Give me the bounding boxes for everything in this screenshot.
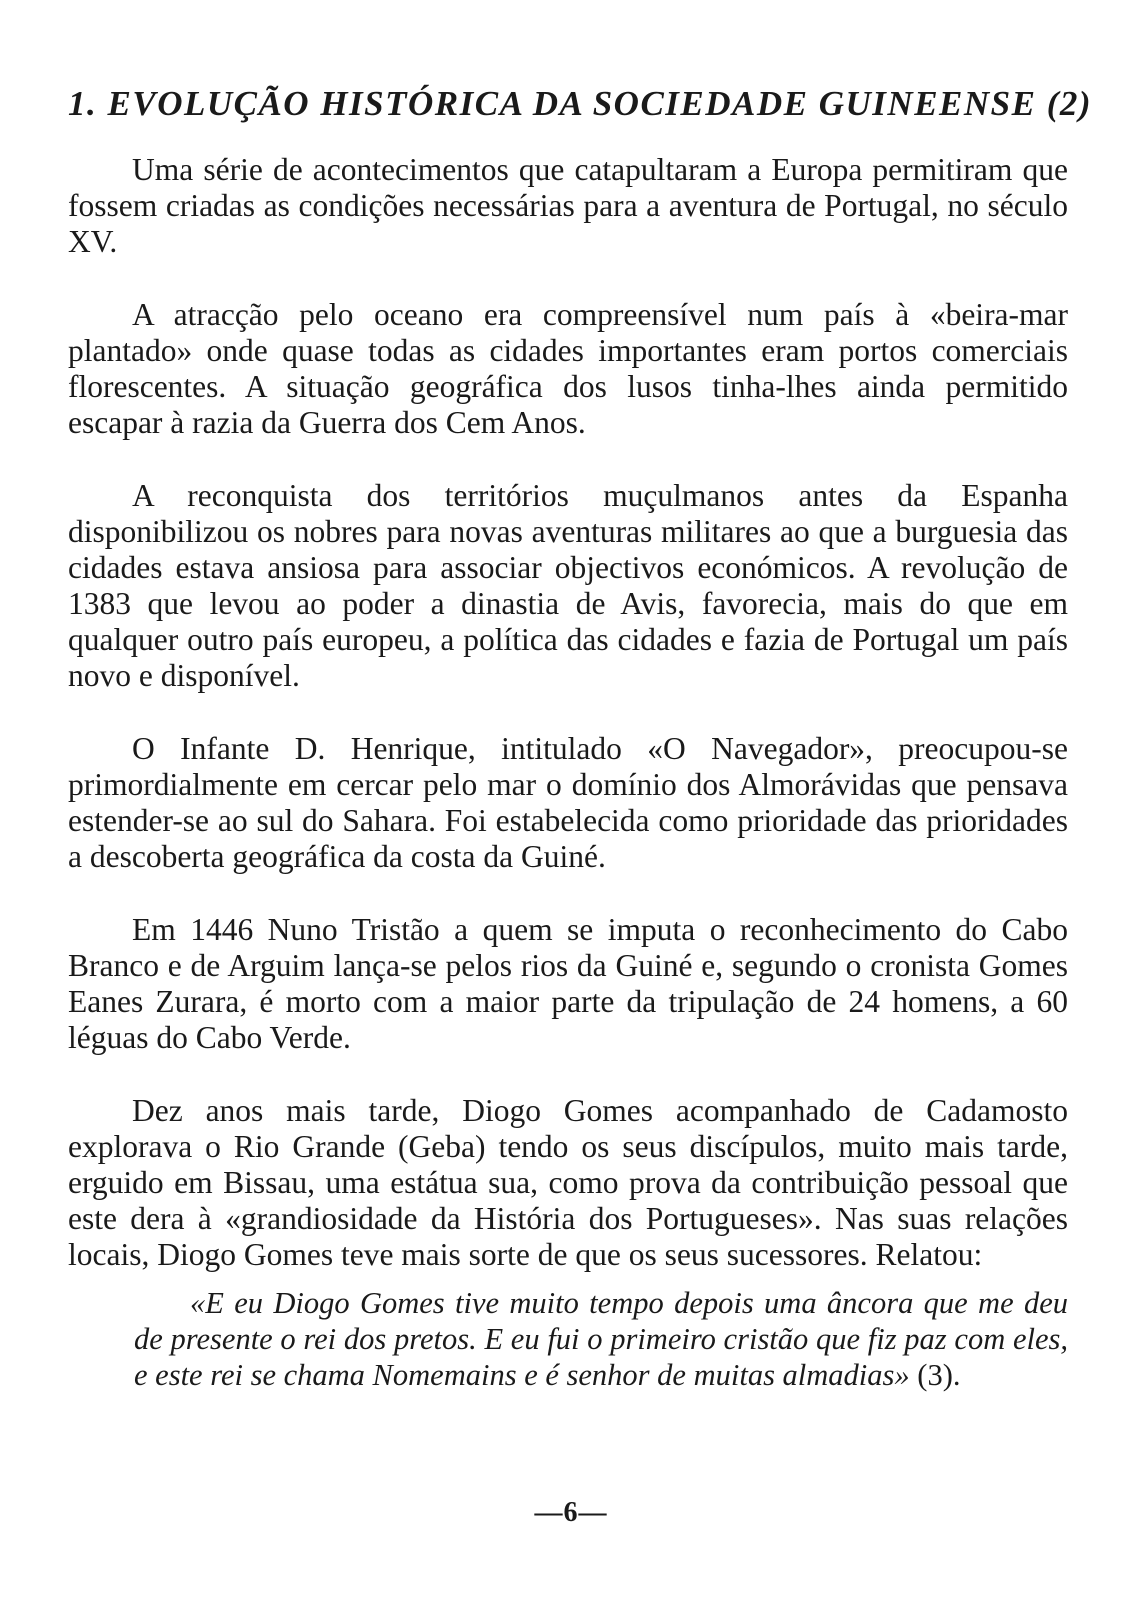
paragraph-4: O Infante D. Henrique, intitulado «O Navegador», preocupou-se primordialmente em cercar pelo mar o domínio dos Almorávidas que pensava estender-se ao sul do Sahara. Foi estabelecida como prioridade das prioridades a descoberta geográfica da costa da Guiné. [68, 731, 1068, 874]
document-page [68, 82, 1093, 1393]
section-heading: 1. EVOLUÇÃO HISTÓRICA DA SOCIEDADE GUINEENSE (2) [68, 84, 1093, 123]
block-quote [134, 1285, 1068, 1393]
paragraph-2: A atracção pelo oceano era compreensível num país à «beira-mar plantado» onde quase todas as cidades importantes eram portos comerciais florescentes. A situação geográfica dos lusos tinha-lhes ainda permitido escapar à razia da Guerra dos Cem Anos. [68, 297, 1068, 440]
quote-reference: (3). [909, 1358, 961, 1392]
quote-text: «E eu Diogo Gomes tive muito tempo depois uma âncora que me deu de presente o rei dos pretos. E eu fui o primeiro cristão que fiz paz com eles, e este rei se chama Nomemains e é senhor de muitas almadias» [134, 1286, 1068, 1392]
paragraph-6: Dez anos mais tarde, Diogo Gomes acompanhado de Cadamosto explorava o Rio Grande (Geba) tendo os seus discípulos, muito mais tarde, erguido em Bissau, uma estátua sua, como prova da contribuição pessoal que este dera à «grandiosidade da História dos Portugueses». Nas suas relações locais, Diogo Gomes teve mais sorte de que os seus sucessores. Relatou: [68, 1093, 1068, 1272]
page-number: —6— [534, 1497, 608, 1528]
paragraph-1: Uma série de acontecimentos que catapultaram a Europa permitiram que fossem criadas as condições necessárias para a aventura de Portugal, no século XV. [68, 152, 1068, 259]
paragraph-5: Em 1446 Nuno Tristão a quem se imputa o reconhecimento do Cabo Branco e de Arguim lança-se pelos rios da Guiné e, segundo o cronista Gomes Eanes Zurara, é morto com a maior parte da tripulação de 24 homens, a 60 léguas do Cabo Verde. [68, 912, 1068, 1055]
paragraph-3: A reconquista dos territórios muçulmanos antes da Espanha disponibilizou os nobres para novas aventuras militares ao que a burguesia das cidades estava ansiosa para associar objectivos económicos. A revolução de 1383 que levou ao poder a dinastia de Avis, favorecia, mais do que em qualquer outro país europeu, a política das cidades e fazia de Portugal um país novo e disponível. [68, 478, 1068, 693]
